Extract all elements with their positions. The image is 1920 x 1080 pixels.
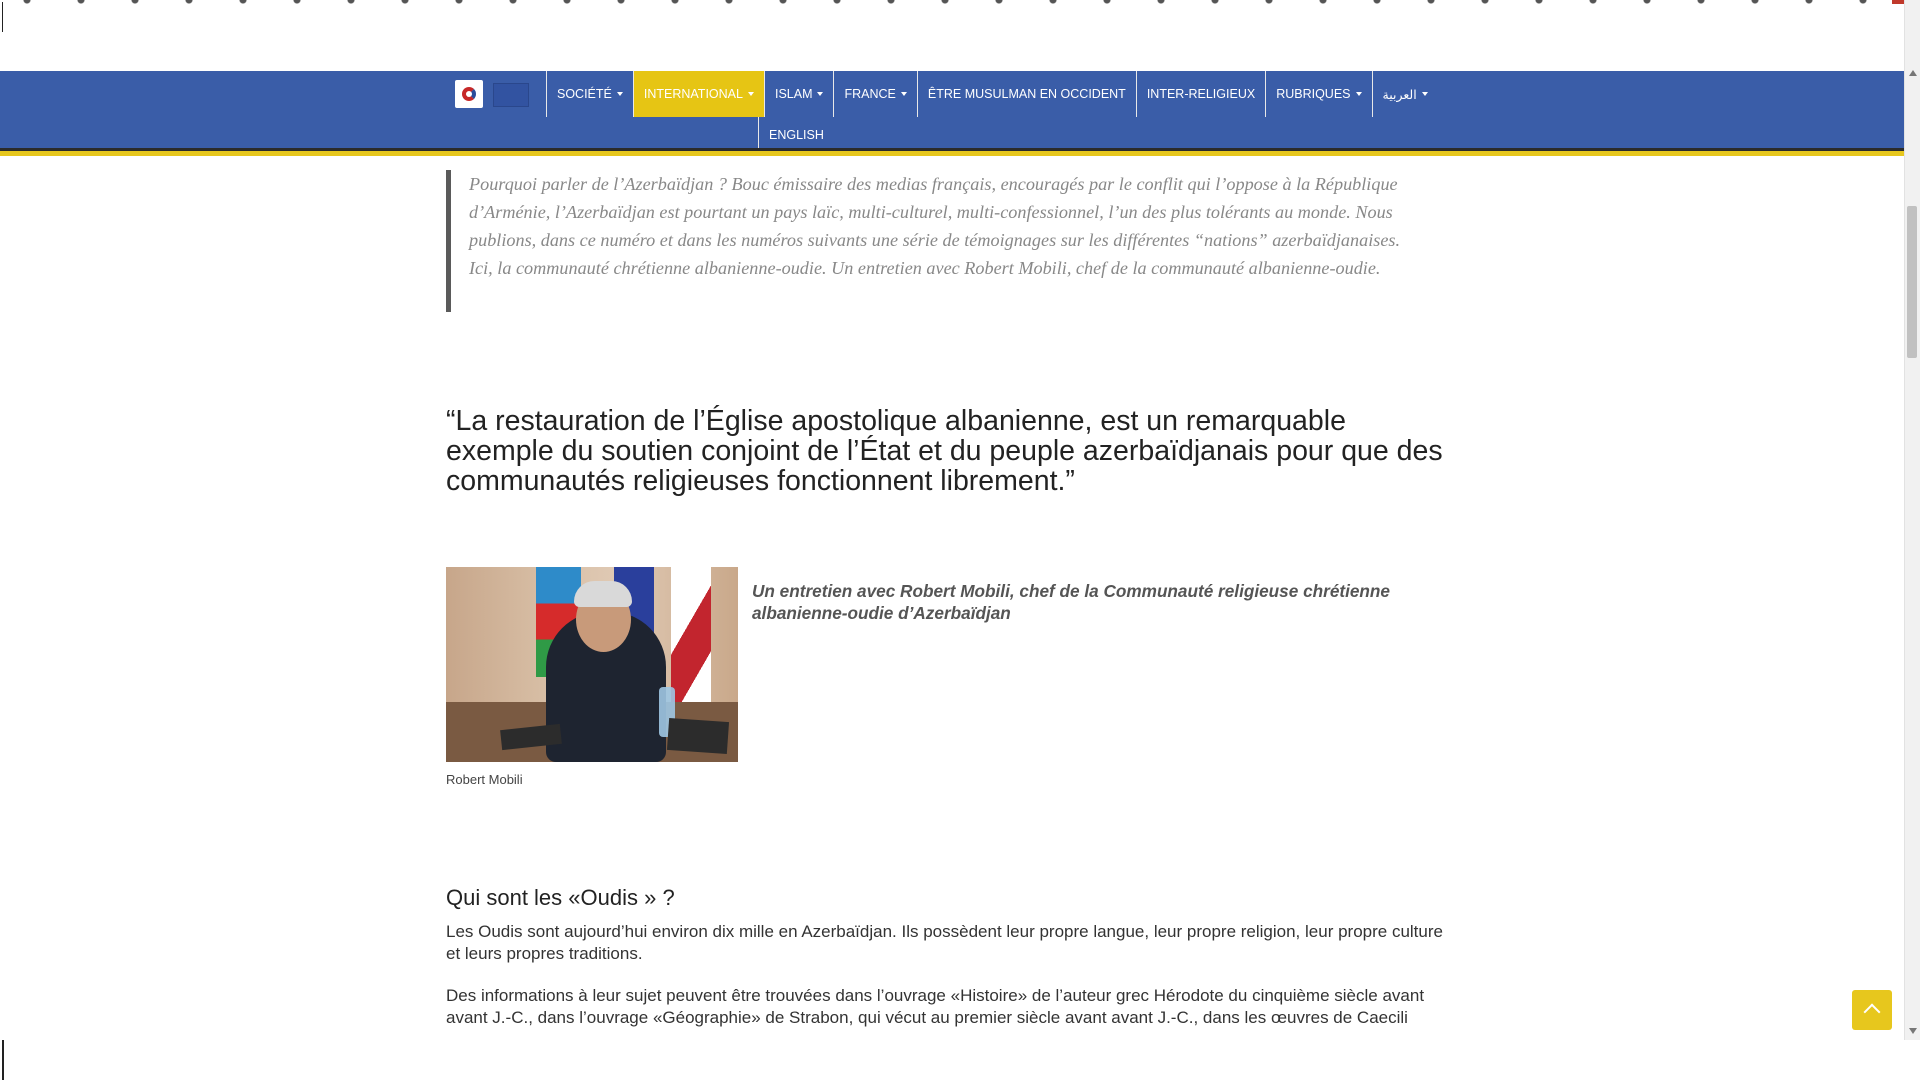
section-title: Qui sont les «Oudis » ? xyxy=(446,885,675,910)
site-logo[interactable] xyxy=(455,79,535,109)
logo-emblem-icon xyxy=(455,80,483,108)
page-scrollbar[interactable] xyxy=(1904,0,1920,1040)
corner-mark xyxy=(1892,0,1904,4)
text-caret xyxy=(2,2,3,32)
article-paragraph: Des informations à leur sujet peuvent être trouvées dans l’ouvrage «Histoire» de l’auteur grec Hérodote du cinquième siècle avant avant J.-C., dans l’ouvrage «Géographie» de Strabon, qui vécut au premier siècle avant avant J.-C., dans les œuvres de Caecili xyxy=(446,986,1425,1027)
text-caret xyxy=(2,1040,4,1080)
article-paragraph: Les Oudis sont aujourd’hui environ dix mille en Azerbaïdjan. Ils possèdent leur propre langue, leur propre religion, leur propre culture et leurs propres traditions. xyxy=(446,922,1443,963)
browser-top-strip xyxy=(0,0,1904,71)
nav-item-label: INTER-RELIGIEUX xyxy=(1146,87,1256,101)
caret-down-icon xyxy=(1422,92,1428,96)
caret-down-icon xyxy=(901,92,907,96)
scroll-up-icon[interactable] xyxy=(1909,70,1917,76)
nav-item-label: INTERNATIONAL xyxy=(643,87,743,101)
nav-item-islam[interactable] xyxy=(764,71,834,117)
robert-mobili-photo[interactable] xyxy=(446,567,738,762)
photo-caption: Robert Mobili xyxy=(446,772,523,787)
caret-down-icon xyxy=(817,92,823,96)
nav-item-rubriques[interactable] xyxy=(1265,71,1371,117)
nav-item-international[interactable] xyxy=(633,71,764,117)
scroll-thumb[interactable] xyxy=(1907,206,1917,358)
nav-item-label: RUBRIQUES xyxy=(1276,87,1351,101)
caret-down-icon xyxy=(748,92,754,96)
nav-item-label: SOCIÉTÉ xyxy=(557,87,612,101)
article-blockquote: Pourquoi parler de l’Azerbaïdjan ? Bouc émissaire des medias français, encouragés par le conflit qui l’oppose à la République d’Arménie, l’Azerbaïdjan est pourtant un pays laïc, multi-culturel, multi-confessionnel, l’un des plus tolérants au monde. Nous publions, dans ce numéro et dans les numéros suivants une série de témoignages sur les différentes “nations” azerbaïdjanaises. Ici, la communauté chrétienne albanienne-oudie. Un entretien avec Robert Mobili, chef de la communauté albanienne-oudie. xyxy=(446,170,1406,312)
nav-item-label: ISLAM xyxy=(774,87,813,101)
main-navigation xyxy=(0,71,1904,152)
article-intro: Un entretien avec Robert Mobili, chef de la Communauté religieuse chrétienne albanienne-oudie d’Azerbaïdjan xyxy=(752,581,1390,623)
flag xyxy=(671,567,711,717)
person-hair xyxy=(574,581,632,607)
nav-item-english[interactable] xyxy=(758,117,834,152)
nav-item-label: FRANCE xyxy=(844,87,896,101)
caret-down-icon xyxy=(617,92,623,96)
nav-item-societe[interactable] xyxy=(546,71,633,117)
logo-wordmark xyxy=(493,83,529,107)
caret-down-icon xyxy=(1356,92,1362,96)
nav-item-france[interactable] xyxy=(833,71,916,117)
nav-item-label: ENGLISH xyxy=(769,127,824,142)
nav-item-etre-musulman[interactable] xyxy=(917,71,1136,117)
decorative-dots xyxy=(0,0,1904,4)
back-to-top-button[interactable] xyxy=(1852,990,1892,1030)
name-card xyxy=(667,718,729,754)
article-figure xyxy=(446,567,740,787)
nav-item-inter-religieux[interactable] xyxy=(1136,71,1265,117)
nav-item-arabic[interactable] xyxy=(1372,71,1438,117)
article-pullquote: “La restauration de l’Église apostolique albanienne, est un remarquable exemple du soutien conjoint de l’État et du peuple azerbaïdjanais pour que des communautés religieuses fonctionnent librement.” xyxy=(446,405,1443,497)
nav-items xyxy=(546,71,1438,117)
scroll-down-icon[interactable] xyxy=(1909,1028,1917,1034)
nav-item-label: العربية xyxy=(1382,87,1417,102)
browser-bottom-bar xyxy=(0,1040,1904,1080)
nav-item-label: ÊTRE MUSULMAN EN OCCIDENT xyxy=(927,87,1126,101)
